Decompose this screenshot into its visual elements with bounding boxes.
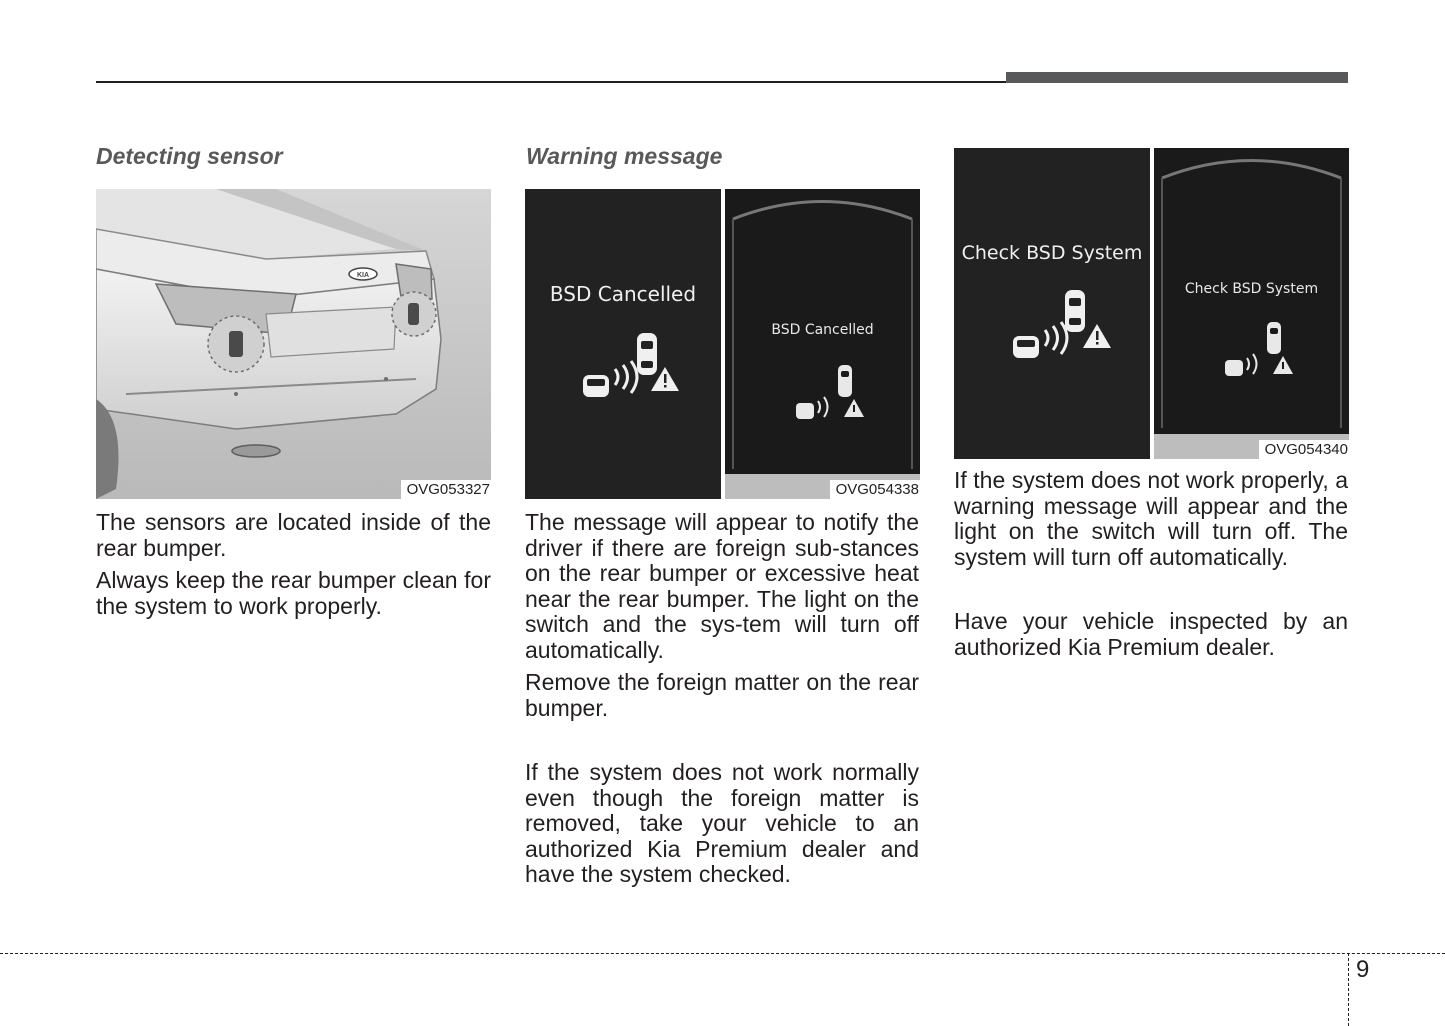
figure-code: OVG053327: [401, 480, 491, 499]
figure-bsd-cancelled: [525, 189, 920, 499]
paragraph-have-checked: If the system does not work normally even though the foreign matter is removed, take your vehicle to an authorized Kia Premium dealer and have the system checked.: [525, 759, 919, 887]
display-panel-left: [954, 148, 1150, 459]
bsd-car-warning-small-icon: [790, 361, 870, 431]
footer-dashed-rule: [0, 953, 1445, 954]
paragraph-keep-clean: Always keep the rear bumper clean for the system to work properly.: [96, 567, 491, 619]
paragraph-remove-matter: Remove the foreign matter on the rear bumper.: [525, 669, 919, 721]
header-rule: [96, 81, 1006, 83]
page-number: 9: [1356, 956, 1370, 983]
bsd-message-left: BSD Cancelled: [549, 282, 697, 306]
header-tab-bar: [1006, 72, 1348, 83]
paragraph-have-inspected: Have your vehicle inspected by an authorized Kia Premium dealer.: [954, 608, 1348, 660]
paragraph-sensor-location: The sensors are located inside of the rear bumper.: [96, 509, 491, 561]
figure-code: OVG054340: [1259, 440, 1349, 459]
display-panel-left: [525, 189, 721, 499]
cluster-frame: [1154, 148, 1349, 459]
bsd-car-warning-icon: [575, 327, 685, 417]
bsd-car-warning-small-icon: [1219, 318, 1299, 388]
check-bsd-message-right: Check BSD System: [1184, 281, 1319, 297]
kia-badge-icon: [348, 267, 378, 281]
heading-detecting-sensor: Detecting sensor: [96, 143, 283, 169]
paragraph-message-notify: The message will appear to notify the driver if there are foreign sub-stances on the rear bumper or excessive heat near the rear bumper. The light on the switch and the sys-tem will turn off automatically.: [525, 509, 919, 663]
heading-warning-message: Warning message: [526, 143, 723, 169]
figure-code: OVG054338: [830, 480, 920, 499]
check-bsd-message-left: Check BSD System: [961, 242, 1143, 264]
display-panel-right: [1154, 148, 1349, 459]
footer-vertical-divider: [1348, 953, 1349, 1026]
svg-text:KIA: KIA: [356, 272, 370, 279]
paragraph-system-not-working: If the system does not work properly, a warning message will appear and the light on the switch will turn off. The system will turn off automatically.: [954, 467, 1348, 570]
display-panel-right: [725, 189, 920, 499]
bsd-car-warning-icon: [1009, 286, 1119, 376]
figure-check-bsd: [954, 148, 1349, 459]
bsd-message-right: BSD Cancelled: [771, 322, 874, 338]
cluster-frame: [725, 189, 920, 499]
car-rear-illustration: [96, 189, 491, 499]
figure-rear-sensor: [96, 189, 491, 499]
